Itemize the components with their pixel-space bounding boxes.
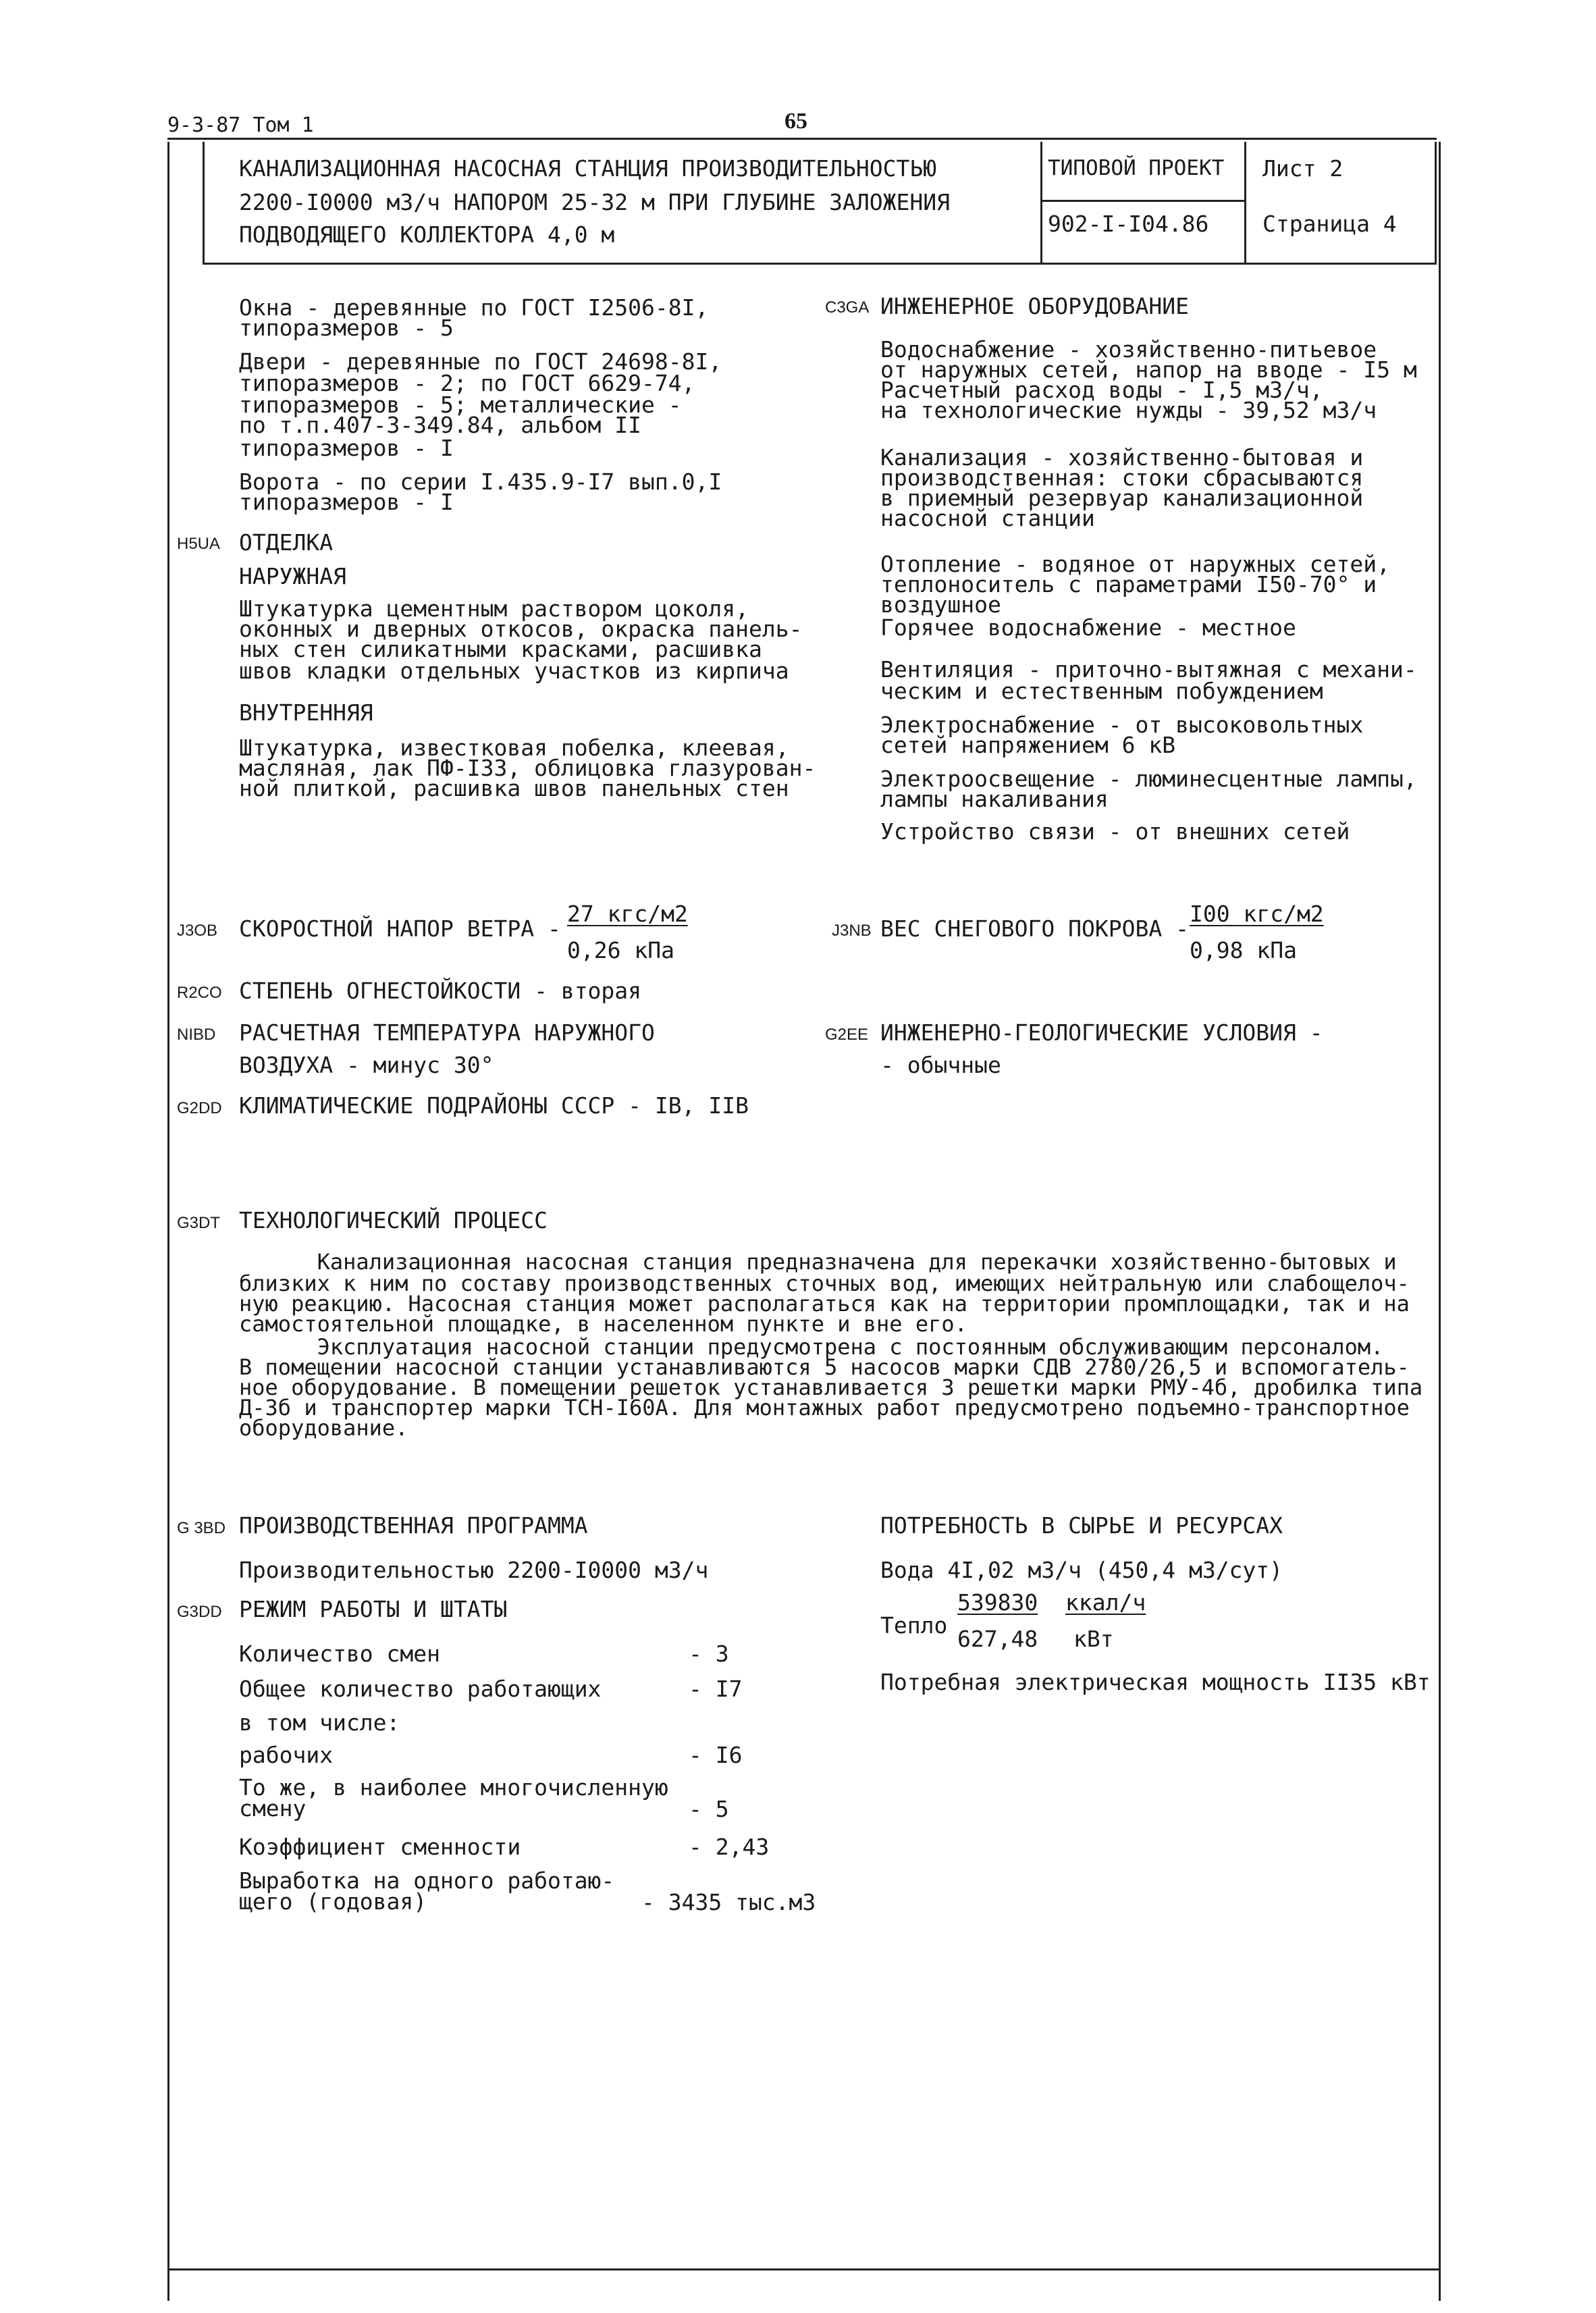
project-code: 902-I-I04.86 xyxy=(1048,211,1209,237)
process-line-6: В помещении насосной станции устанавливаются 5 насосов марки СДВ 2780/26,5 и вспомогатель- xyxy=(239,1354,1410,1380)
staff-row-label: То же, в наиболее многочисленную смену xyxy=(239,1774,668,1822)
temp-code: NIBD xyxy=(177,1026,216,1044)
program-capacity: Производительностью 2200-I0000 м3/ч xyxy=(239,1557,709,1583)
wind-code: J3OB xyxy=(177,922,218,940)
process-line-4: самостоятельной площадке, в населенном пункте и вне его. xyxy=(239,1311,967,1337)
water-line-4: на технологические нужды - 39,52 м3/ч xyxy=(880,397,1377,423)
staff-title: РЕЖИМ РАБОТЫ И ШТАТЫ xyxy=(239,1596,508,1622)
staff-code: G3DD xyxy=(177,1603,222,1621)
doors-line-2: типоразмеров - 2; по ГОСТ 6629-74, xyxy=(239,370,695,396)
doors-line-3: типоразмеров - 5; металлические - xyxy=(239,392,682,418)
interior-line-1: Штукатурка, известковая побелка, клеевая, xyxy=(239,735,789,761)
process-line-3: ную реакцию. Насосная станция может располагаться как на территории промплощадки, так и на xyxy=(239,1291,1410,1317)
resources-heat-kw-unit: кВт xyxy=(1073,1626,1114,1652)
gates-line-2: типоразмеров - I xyxy=(239,489,454,515)
staff-row-label: в том числе: xyxy=(239,1709,400,1736)
title-block-hline xyxy=(1040,200,1246,202)
doors-line-1: Двери - деревянные по ГОСТ 24698-8I, xyxy=(239,348,722,375)
process-line-2: близких к ним по составу производственных сточных вод, имеющих нейтральную или слабощелоч- xyxy=(239,1271,1410,1296)
title-block-divider-2 xyxy=(1244,142,1246,265)
staff-row-value: - 3435 тыс.м3 xyxy=(641,1889,816,1915)
title-line-3: ПОДВОДЯЩЕГО КОЛЛЕКТОРА 4,0 м xyxy=(239,221,615,248)
snow-value-kgf: I00 кгс/м2 xyxy=(1190,901,1324,927)
process-line-1: Канализационная насосная станция предназначена для перекачки хозяйственно-бытовых и xyxy=(239,1249,1397,1275)
sewer-line-4: насосной станции xyxy=(880,505,1095,531)
wind-value-kpa: 0,26 кПа xyxy=(567,937,674,963)
geo-line-2: - обычные xyxy=(880,1052,1001,1078)
lighting-line-1: Электроосвещение - люминесцентные лампы, xyxy=(880,766,1417,792)
water-line-3: Расчетный расход воды - I,5 м3/ч, xyxy=(880,377,1323,403)
interior-title: ВНУТРЕННЯЯ xyxy=(239,699,373,726)
process-line-7: ное оборудование. В помещении решеток устанавливается 3 решетки марки РМУ-4б, дробилка типа xyxy=(239,1375,1423,1400)
process-line-8: Д-3б и транспортер марки ТСН-I60А. Для монтажных работ предусмотрено подъемно-транспортное xyxy=(239,1395,1410,1420)
staff-row-label: рабочих xyxy=(239,1742,334,1768)
process-title: ТЕХНОЛОГИЧЕСКИЙ ПРОЦЕСС xyxy=(239,1207,548,1233)
snow-value-kpa: 0,98 кПа xyxy=(1190,937,1297,963)
ventilation-line-2: ческим и естественным побуждением xyxy=(880,678,1323,704)
fire-code: R2CO xyxy=(177,984,222,1002)
program-title: ПРОИЗВОДСТВЕННАЯ ПРОГРАММА xyxy=(239,1512,588,1539)
resources-water: Вода 4I,02 м3/ч (450,4 м3/сут) xyxy=(880,1557,1283,1583)
staff-row-label: Общее количество работающих xyxy=(239,1676,602,1702)
heating-line-3: воздушное xyxy=(880,591,1001,618)
temp-line-1: РАСЧЕТНАЯ ТЕМПЕРАТУРА НАРУЖНОГО xyxy=(239,1019,655,1046)
staff-row-value: - 2,43 xyxy=(689,1834,770,1860)
equipment-code: C3GA xyxy=(825,298,870,317)
heating-line-1: Отопление - водяное от наружных сетей, xyxy=(880,551,1390,577)
title-block-divider-1 xyxy=(1040,142,1042,265)
staff-row-label: Выработка на одного работаю- щего (годовая) xyxy=(239,1867,615,1915)
water-line-2: от наружных сетей, напор на вводе - I5 м xyxy=(880,356,1417,383)
doors-line-4: по т.п.407-3-349.84, альбом II xyxy=(239,412,642,438)
water-line-1: Водоснабжение - хозяйственно-питьевое xyxy=(880,336,1377,363)
sheet-number: Лист 2 xyxy=(1262,155,1344,182)
wind-label: СКОРОСТНОЙ НАПОР ВЕТРА - xyxy=(239,915,561,942)
doors-line-5: типоразмеров - I xyxy=(239,435,454,461)
equipment-title: ИНЖЕНЕРНОЕ ОБОРУДОВАНИЕ xyxy=(880,293,1189,319)
exterior-line-4: швов кладки отдельных участков из кирпича xyxy=(239,658,789,684)
heating-line-4: Горячее водоснабжение - местное xyxy=(880,614,1296,641)
wind-value-kgf: 27 кгс/м2 xyxy=(567,901,688,927)
exterior-line-1: Штукатурка цементным раствором цоколя, xyxy=(239,595,749,622)
interior-line-3: ной плиткой, расшивка швов панельных стен xyxy=(239,775,789,801)
exterior-title: НАРУЖНАЯ xyxy=(239,563,346,589)
power-line-2: сетей напряжением 6 кВ xyxy=(880,732,1176,758)
process-line-9: оборудование. xyxy=(239,1415,408,1441)
program-code: G 3BD xyxy=(177,1519,226,1537)
sewer-line-2: производственная: стоки сбрасываются xyxy=(880,464,1364,491)
climate-zones: КЛИМАТИЧЕСКИЕ ПОДРАЙОНЫ СССР - IB, IIB xyxy=(239,1092,749,1119)
staff-row-label: Коэффициент сменности xyxy=(239,1834,521,1860)
ventilation-line-1: Вентиляция - приточно-вытяжная с механи- xyxy=(880,656,1417,683)
series-ref: 9-3-87 Том 1 xyxy=(167,113,314,137)
sewer-line-1: Канализация - хозяйственно-бытовая и xyxy=(880,444,1364,471)
interior-line-2: масляная, лак ПФ-I33, облицовка глазурован- xyxy=(239,755,816,781)
title-line-1: КАНАЛИЗАЦИОННАЯ НАСОСНАЯ СТАНЦИЯ ПРОИЗВОДИТЕЛЬНОСТЬЮ xyxy=(239,155,937,182)
resources-heat-label: Тепло xyxy=(880,1612,948,1639)
staff-row-value: - 3 xyxy=(689,1641,729,1667)
staff-row-label: Количество смен xyxy=(239,1641,441,1667)
resources-heat-kw: 627,48 xyxy=(957,1626,1038,1652)
resources-power: Потребная электрическая мощность II35 кВт xyxy=(880,1669,1431,1695)
process-code: G3DT xyxy=(177,1214,221,1232)
lighting-line-2: лампы накаливания xyxy=(880,786,1109,812)
power-line-1: Электроснабжение - от высоковольтных xyxy=(880,712,1364,738)
windows-line-2: типоразмеров - 5 xyxy=(239,315,454,341)
finish-title: ОТДЕЛКА xyxy=(239,529,334,556)
comms-line: Устройство связи - от внешних сетей xyxy=(880,818,1350,845)
fire-rating: СТЕПЕНЬ ОГНЕСТОЙКОСТИ - вторая xyxy=(239,978,642,1004)
resources-heat-kcal: 539830 xyxy=(957,1589,1038,1616)
staff-row-value: - 5 xyxy=(689,1796,729,1822)
sewer-line-3: в приемный резервуар канализационной xyxy=(880,485,1364,511)
page-label: Страница 4 xyxy=(1262,211,1397,237)
exterior-line-2: оконных и дверных откосов, окраска панель- xyxy=(239,616,803,642)
geo-code: G2EE xyxy=(825,1026,869,1044)
snow-code: J3NB xyxy=(832,922,872,940)
snow-label: ВЕС СНЕГОВОГО ПОКРОВА - xyxy=(880,915,1189,942)
heating-line-2: теплоноситель с параметрами I50-70° и xyxy=(880,571,1377,597)
staff-row-value: - I7 xyxy=(689,1676,743,1702)
header-underline xyxy=(167,138,1437,140)
climate-code: G2DD xyxy=(177,1099,222,1117)
title-line-2: 2200-I0000 м3/ч НАПОРОМ 25-32 м ПРИ ГЛУБИНЕ ЗАЛОЖЕНИЯ xyxy=(239,189,950,215)
resources-title: ПОТРЕБНОСТЬ В СЫРЬЕ И РЕСУРСАХ xyxy=(880,1512,1283,1539)
geo-line-1: ИНЖЕНЕРНО-ГЕОЛОГИЧЕСКИЕ УСЛОВИЯ - xyxy=(880,1019,1323,1046)
process-line-5: Эксплуатация насосной станции предусмотрена с постоянным обслуживающим персоналом. xyxy=(239,1334,1384,1360)
staff-row-value: - I6 xyxy=(689,1742,743,1768)
windows-line-1: Окна - деревянные по ГОСТ I2506-8I, xyxy=(239,294,709,321)
page-number: 65 xyxy=(784,109,807,134)
project-label: ТИПОВОЙ ПРОЕКТ xyxy=(1048,156,1225,180)
finish-code: H5UA xyxy=(177,535,221,553)
resources-heat-kcal-unit: ккал/ч xyxy=(1065,1589,1146,1616)
gates-line-1: Ворота - по серии I.435.9-I7 вып.0,I xyxy=(239,469,722,495)
temp-line-2: ВОЗДУХА - минус 30° xyxy=(239,1052,494,1078)
frame-bottom-line xyxy=(167,2268,1439,2270)
exterior-line-3: ных стен силикатными красками, расшивка xyxy=(239,636,762,662)
